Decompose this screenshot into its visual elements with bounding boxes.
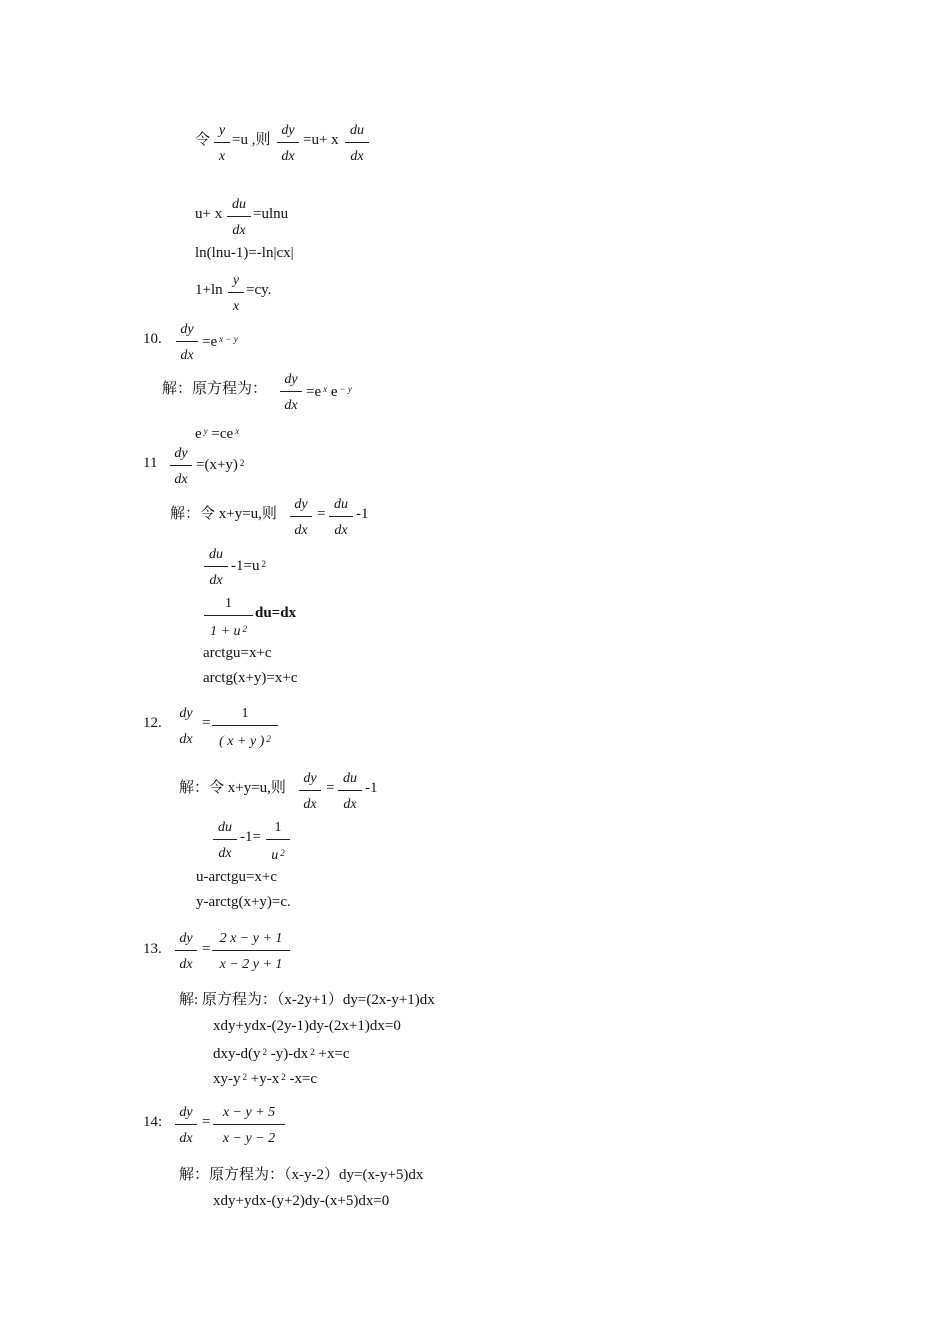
fraction-one-over-x-plus-y-squared: 1 ( x + y ) $^2$ — [212, 705, 278, 750]
equals-sign: = — [326, 780, 335, 796]
fraction-dy-dx: dy dx — [179, 706, 193, 747]
fraction-dy-dx: dy dx — [175, 1104, 197, 1147]
text-u-plus-x: u+ x — [195, 206, 223, 222]
solution-line: xdy+ydx-(y+2)dy-(x+5)dx=0 — [213, 1193, 390, 1209]
fraction-y-over-x: y x — [228, 272, 244, 315]
solution-rhs: =e $^x$ e $^{- y}$ — [306, 384, 352, 400]
result-line: e $^y$ =ce $^x$ — [195, 426, 240, 442]
fraction-dy-dx: dy dx — [170, 445, 192, 488]
fraction-dy-dx: dy dx — [175, 930, 197, 973]
text-cy: =cy. — [246, 282, 272, 298]
equals-sign: = — [202, 941, 211, 957]
fraction-y-over-x: y x — [214, 122, 230, 165]
result-line: arctg(x+y)=x+c — [203, 670, 298, 686]
result-line: y-arctg(x+y)=c. — [196, 894, 291, 910]
fraction-dy-dx: dy dx — [176, 321, 198, 364]
fraction-rhs: x − y + 5 x − y − 2 — [213, 1104, 285, 1147]
text-minus-one: -1 — [365, 780, 378, 796]
solution-label: 解：原方程为： — [162, 381, 268, 397]
fraction-dy-dx: dy dx — [277, 122, 299, 165]
problem-number: 11 — [143, 455, 158, 471]
text-minus-one-equals: -1= — [240, 829, 261, 845]
solution-label: 解：原方程为：（x-y-2）dy=(x-y+5)dx — [179, 1167, 424, 1183]
text-u-plus-x: =u+ x — [303, 132, 339, 148]
problem-number: 10. — [143, 331, 162, 347]
equals-sign: = — [317, 506, 326, 522]
equation-line: -1=u $^2$ — [231, 558, 266, 574]
fraction-du-dx: du dx — [213, 819, 237, 862]
text-u-then: =u ,则 — [232, 132, 271, 148]
fraction-dy-dx: dy dx — [290, 496, 312, 539]
fraction-du-dx: du dx — [329, 496, 353, 539]
fraction-dy-dx: dy dx — [299, 770, 321, 813]
equals-sign: = — [202, 1114, 211, 1130]
fraction-du-dx: du dx — [227, 196, 251, 239]
solution-line: xdy+ydx-(2y-1)dy-(2x+1)dx=0 — [213, 1018, 401, 1034]
equation-rhs: =(x+y) $^2$ — [196, 457, 245, 473]
text-ln-result: ln(lnu-1)=-ln|cx| — [195, 245, 294, 261]
result-line: arctgu=x+c — [203, 645, 272, 661]
text-one-plus-ln: 1+ln — [195, 282, 223, 298]
solution-line: dxy-d(y $^2$ -y)-dx $^2$ +x=c — [213, 1046, 350, 1062]
equation-rhs: =e $^{x - y}$ — [202, 334, 238, 350]
fraction-one-over-one-plus-u-squared: 1 1 + u $^2$ — [204, 595, 253, 640]
text-du-dx-bold: du=dx — [255, 605, 297, 621]
fraction-rhs: 2 x − y + 1 x − 2 y + 1 — [212, 930, 290, 973]
text-ulnu: =ulnu — [253, 206, 289, 222]
fraction-one-over-u-squared: 1 u $^2$ — [266, 819, 290, 864]
fraction-du-dx: du dx — [204, 546, 228, 589]
problem-number: 14: — [143, 1114, 163, 1130]
solution-label: 解: 原方程为：（x-2y+1）dy=(2x-y+1)dx — [179, 992, 435, 1008]
problem-number: 12. — [143, 715, 162, 731]
equals-sign: = — [202, 715, 211, 731]
text-minus-one: -1 — [356, 506, 369, 522]
substitution-label: 解：令 x+y=u,则 — [179, 780, 286, 796]
fraction-dy-dx: dy dx — [280, 371, 302, 414]
fraction-du-dx: du dx — [338, 770, 362, 813]
substitution-label: 解：令 x+y=u,则 — [170, 506, 277, 522]
problem-number: 13. — [143, 941, 162, 957]
text-ling: 令 — [195, 132, 211, 148]
fraction-du-dx: du dx — [345, 122, 369, 165]
solution-line: xy-y $^2$ +y-x $^2$ -x=c — [213, 1071, 318, 1087]
result-line: u-arctgu=x+c — [196, 869, 278, 885]
